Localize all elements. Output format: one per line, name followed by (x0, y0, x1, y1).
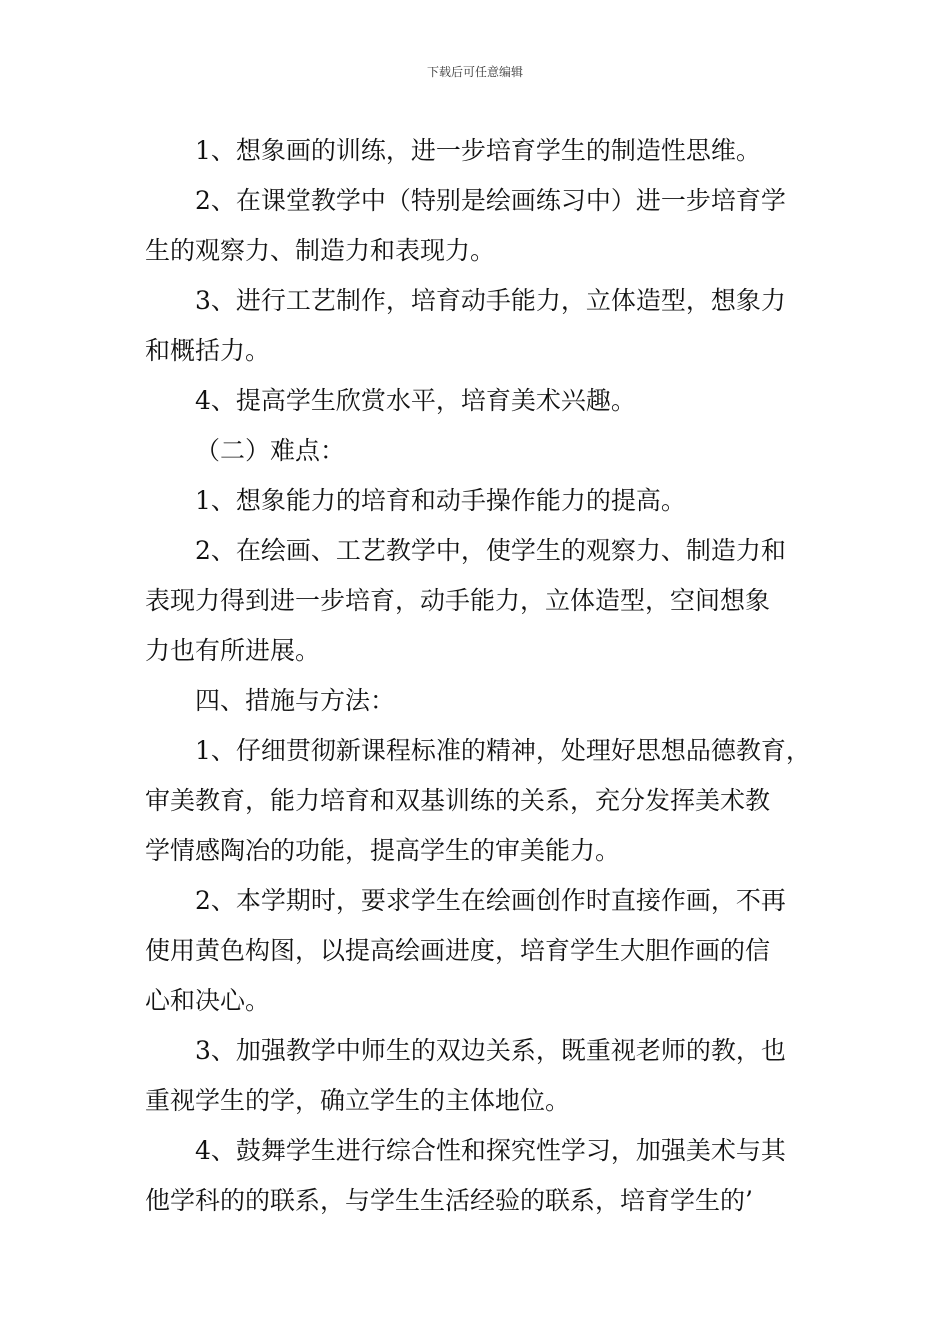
text-line: 表现力得到进一步培育，动手能力，立体造型，空间想象 (145, 586, 771, 615)
text-line: 他学科的的联系，与学生生活经验的联系，培育学生的’ (145, 1186, 753, 1215)
paragraph (145, 526, 810, 676)
text-line: 审美教育，能力培育和双基训练的关系，充分发挥美术教 (145, 786, 771, 815)
document-body (145, 126, 810, 1226)
paragraph (145, 476, 810, 526)
section-heading (145, 426, 810, 476)
text-line: 四、措施与方法： (195, 686, 396, 715)
paragraph (145, 276, 810, 376)
text-line: 心和决心。 (145, 986, 271, 1015)
page-header: 下载后可任意编辑 (426, 65, 523, 79)
text-line: 4、提高学生欣赏水平，培育美术兴趣。 (195, 386, 636, 415)
text-line: 1、想象画的训练，进一步培育学生的制造性思维。 (195, 136, 761, 165)
paragraph (145, 176, 810, 276)
text-line: 力也有所进展。 (145, 636, 321, 665)
text-line: 重视学生的学，确立学生的主体地位。 (145, 1086, 571, 1115)
paragraph (145, 1026, 810, 1126)
text-line: 和概括力。 (145, 336, 271, 365)
text-line: 1、仔细贯彻新课程标准的精神，处理好思想品德教育， (195, 736, 811, 765)
text-line: 2、本学期时，要求学生在绘画创作时直接作画，不再 (195, 886, 786, 915)
text-line: 3、加强教学中师生的双边关系，既重视老师的教，也 (195, 1036, 786, 1065)
text-line: 生的观察力、制造力和表现力。 (145, 236, 496, 265)
text-line: 4、鼓舞学生进行综合性和探究性学习，加强美术与其 (195, 1136, 786, 1165)
text-line: 2、在课堂教学中（特别是绘画练习中）进一步培育学 (195, 186, 786, 215)
text-line: 1、想象能力的培育和动手操作能力的提高。 (195, 486, 686, 515)
paragraph (145, 876, 810, 1026)
text-line: 2、在绘画、工艺教学中，使学生的观察力、制造力和 (195, 536, 786, 565)
text-line: 学情感陶冶的功能，提高学生的审美能力。 (145, 836, 621, 865)
paragraph (145, 126, 810, 176)
paragraph (145, 726, 810, 876)
text-line: 使用黄色构图，以提高绘画进度，培育学生大胆作画的信 (145, 936, 771, 965)
paragraph (145, 376, 810, 426)
paragraph (145, 1126, 810, 1226)
text-line: （二）难点： (195, 436, 346, 465)
text-line: 3、进行工艺制作，培育动手能力，立体造型，想象力 (195, 286, 786, 315)
section-heading (145, 676, 810, 726)
